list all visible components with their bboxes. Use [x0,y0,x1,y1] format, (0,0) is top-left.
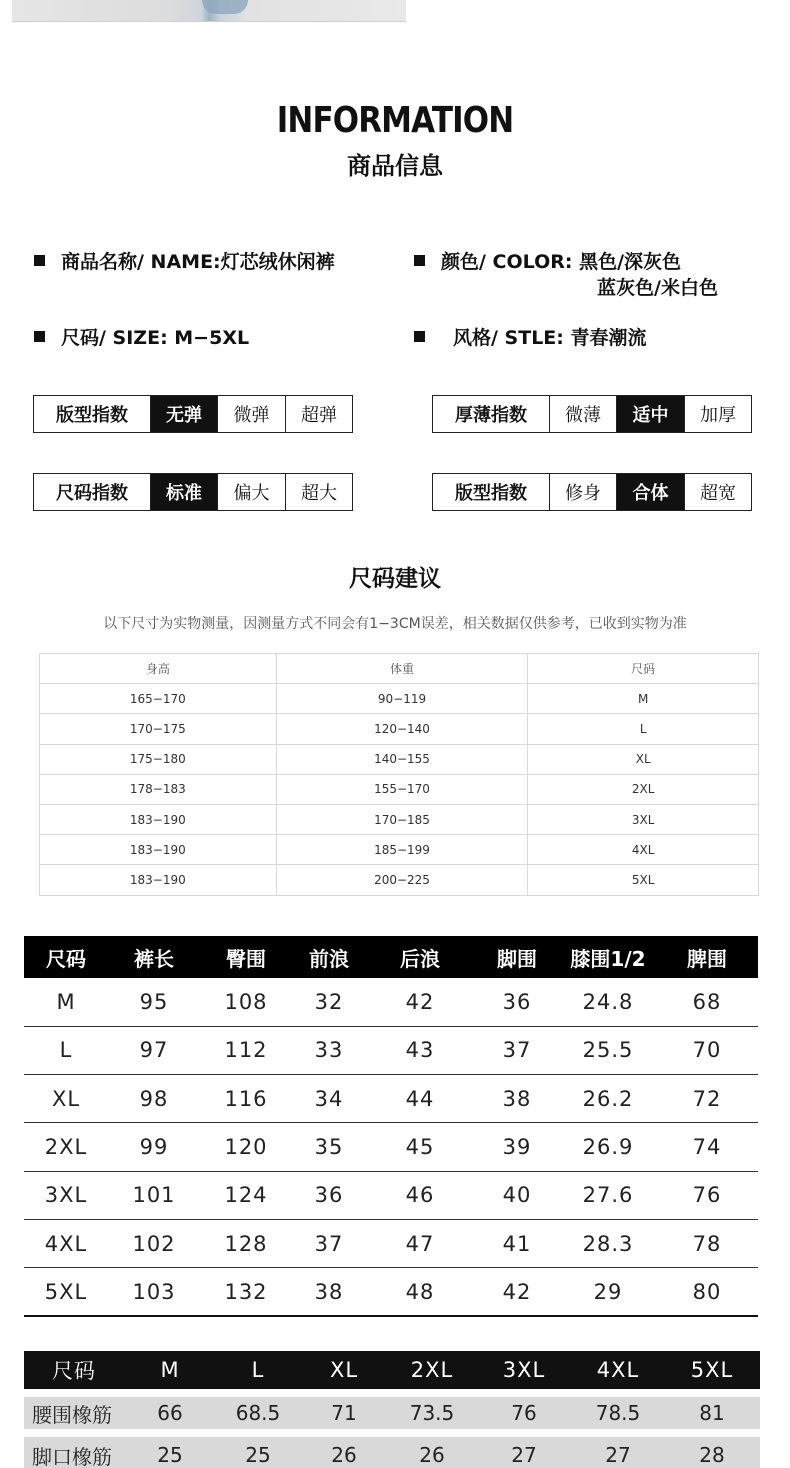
table-cell: L [528,714,759,744]
table-cell: 脚口橡筋 [24,1433,124,1468]
table-cell: 38 [474,1075,560,1123]
table-cell: 170−175 [40,714,277,744]
scale-option: 适中 [616,396,684,432]
table-cell: 155−170 [276,774,528,804]
table-cell: 26.2 [560,1075,656,1123]
table-row [24,1268,758,1316]
table-row [40,804,759,834]
size-chart-table [24,936,758,1317]
table-header-cell: 体重 [276,654,528,684]
scale-option: 超宽 [684,474,751,510]
table-cell: 97 [108,1026,200,1074]
table-cell: 116 [200,1075,292,1123]
scale-option: 合体 [616,474,684,510]
table-cell: 80 [656,1268,758,1316]
table-cell: 4XL [528,835,759,865]
table-cell: 36 [292,1171,366,1219]
info-style [414,326,647,350]
table-cell: 76 [476,1393,572,1433]
scale-fit-cut [432,473,752,511]
table-cell: 27.6 [560,1171,656,1219]
table-cell: 140−155 [276,744,528,774]
table-header-cell: 尺码 [528,654,759,684]
table-cell: 26 [388,1433,476,1468]
scale-option: 标准 [150,474,217,510]
scale-option: 修身 [549,474,616,510]
table-header-cell: 臀围 [200,936,292,978]
table-row [24,1123,758,1171]
table-cell: 3XL [24,1171,108,1219]
info-name-text: 商品名称/ NAME:灯芯绒休闲裤 [61,251,335,273]
table-header-cell: 身高 [40,654,277,684]
table-cell: 25.5 [560,1026,656,1074]
table-cell: 112 [200,1026,292,1074]
table-header-cell: XL [300,1351,388,1393]
table-row [40,865,759,895]
table-row [40,714,759,744]
size-advice-note: 以下尺寸为实物测量，因测量方式不同会有1−3CM误差，相关数据仅供参考，已收到实物为准 [103,616,687,632]
table-cell: 183−190 [40,865,277,895]
table-cell: 26 [300,1433,388,1468]
table-cell: 165−170 [40,684,277,714]
info-name [34,250,335,274]
table-cell: 48 [366,1268,474,1316]
table-cell: 33 [292,1026,366,1074]
section-title-en: INFORMATION [276,100,514,141]
table-cell: 175−180 [40,744,277,774]
table-row [40,774,759,804]
table-cell: 29 [560,1268,656,1316]
scale-option: 加厚 [684,396,751,432]
table-cell: 42 [366,978,474,1026]
table-cell: XL [24,1075,108,1123]
table-header-cell: 4XL [572,1351,664,1393]
table-cell: 2XL [528,774,759,804]
scale-label: 尺码指数 [56,483,128,504]
table-cell: 3XL [528,804,759,834]
bullet-icon [414,331,425,342]
table-cell: 78.5 [572,1393,664,1433]
table-cell: 44 [366,1075,474,1123]
table-cell: 101 [108,1171,200,1219]
scale-option: 超弹 [285,396,352,432]
table-cell: 35 [292,1123,366,1171]
table-row [24,1075,758,1123]
table-cell: 5XL [24,1268,108,1316]
table-cell: 81 [664,1393,760,1433]
table-cell: 37 [292,1219,366,1267]
table-cell: 40 [474,1171,560,1219]
table-header-cell: 5XL [664,1351,760,1393]
scale-thickness [432,395,752,433]
scale-label: 版型指数 [56,405,128,426]
scale-option: 无弹 [150,396,217,432]
table-row [40,684,759,714]
table-cell: 37 [474,1026,560,1074]
table-row [24,1171,758,1219]
table-cell: 27 [476,1433,572,1468]
table-cell: 183−190 [40,804,277,834]
table-cell: 74 [656,1123,758,1171]
table-cell: 5XL [528,865,759,895]
table-cell: 120 [200,1123,292,1171]
scale-option: 超大 [285,474,352,510]
table-cell: 24.8 [560,978,656,1026]
table-cell: 47 [366,1219,474,1267]
table-cell: 73.5 [388,1393,476,1433]
table-header-cell: L [216,1351,300,1393]
table-cell: 128 [200,1219,292,1267]
info-color [414,250,681,274]
table-cell: 90−119 [276,684,528,714]
table-cell: 200−225 [276,865,528,895]
table-header-cell: 脚围 [474,936,560,978]
table-cell: 39 [474,1123,560,1171]
scale-fit-elasticity [33,395,353,433]
table-row [24,1219,758,1267]
table-header-cell: 3XL [476,1351,572,1393]
bullet-icon [34,255,45,266]
bullet-icon [414,255,425,266]
scale-option: 微弹 [217,396,285,432]
table-cell: M [24,978,108,1026]
table-cell: 34 [292,1075,366,1123]
table-cell: 99 [108,1123,200,1171]
table-cell: 178−183 [40,774,277,804]
table-cell: 36 [474,978,560,1026]
table-row [24,1026,758,1074]
table-cell: 32 [292,978,366,1026]
scale-label: 厚薄指数 [455,405,527,426]
table-header-cell: 尺码 [24,1351,124,1393]
table-cell: 103 [108,1268,200,1316]
scale-label: 版型指数 [455,483,527,504]
info-style-text: 风格/ STLE: 青春潮流 [453,327,647,349]
table-cell: 70 [656,1026,758,1074]
table-cell: 68.5 [216,1393,300,1433]
table-cell: 68 [656,978,758,1026]
table-cell: 124 [200,1171,292,1219]
table-cell: 185−199 [276,835,528,865]
table-cell: 71 [300,1393,388,1433]
table-header-cell: 膝围1/2 [560,936,656,978]
table-row [24,1393,760,1433]
table-row [24,1433,760,1468]
table-cell: 38 [292,1268,366,1316]
table-cell: 2XL [24,1123,108,1171]
table-cell: XL [528,744,759,774]
info-color-line2: 蓝灰色/米白色 [597,277,718,299]
table-row [24,978,758,1026]
table-cell: 95 [108,978,200,1026]
table-cell: 腰围橡筋 [24,1393,124,1433]
table-cell: 98 [108,1075,200,1123]
table-cell: 43 [366,1026,474,1074]
table-cell: 42 [474,1268,560,1316]
table-header-cell: 脾围 [656,936,758,978]
scale-size [33,473,353,511]
table-cell: 120−140 [276,714,528,744]
scale-option: 偏大 [217,474,285,510]
size-advice-title: 尺码建议 [349,566,441,592]
table-header-cell: 后浪 [366,936,474,978]
info-size [34,326,249,350]
table-cell: 27 [572,1433,664,1468]
table-header-cell: 前浪 [292,936,366,978]
table-cell: 25 [124,1433,216,1468]
table-cell: 183−190 [40,835,277,865]
size-advice-table [39,653,759,896]
table-cell: M [528,684,759,714]
table-cell: 102 [108,1219,200,1267]
table-cell: 45 [366,1123,474,1171]
info-size-text: 尺码/ SIZE: M−5XL [61,327,250,349]
table-cell: 25 [216,1433,300,1468]
section-title-cn: 商品信息 [347,152,443,180]
table-cell: 28 [664,1433,760,1468]
table-cell: 28.3 [560,1219,656,1267]
table-header-cell: M [124,1351,216,1393]
elastic-chart-table [24,1351,760,1468]
table-header-cell: 尺码 [24,936,108,978]
bullet-icon [34,331,45,342]
table-cell: L [24,1026,108,1074]
scale-option: 微薄 [549,396,616,432]
table-cell: 26.9 [560,1123,656,1171]
table-header-cell: 2XL [388,1351,476,1393]
product-photo-bottom-edge [12,0,406,22]
table-cell: 41 [474,1219,560,1267]
table-cell: 170−185 [276,804,528,834]
table-cell: 76 [656,1171,758,1219]
table-cell: 4XL [24,1219,108,1267]
info-color-text: 颜色/ COLOR: 黑色/深灰色 [441,251,682,273]
table-row [40,835,759,865]
table-cell: 108 [200,978,292,1026]
table-cell: 66 [124,1393,216,1433]
table-cell: 72 [656,1075,758,1123]
table-row [40,744,759,774]
table-cell: 46 [366,1171,474,1219]
table-cell: 132 [200,1268,292,1316]
table-cell: 78 [656,1219,758,1267]
table-header-cell: 裤长 [108,936,200,978]
